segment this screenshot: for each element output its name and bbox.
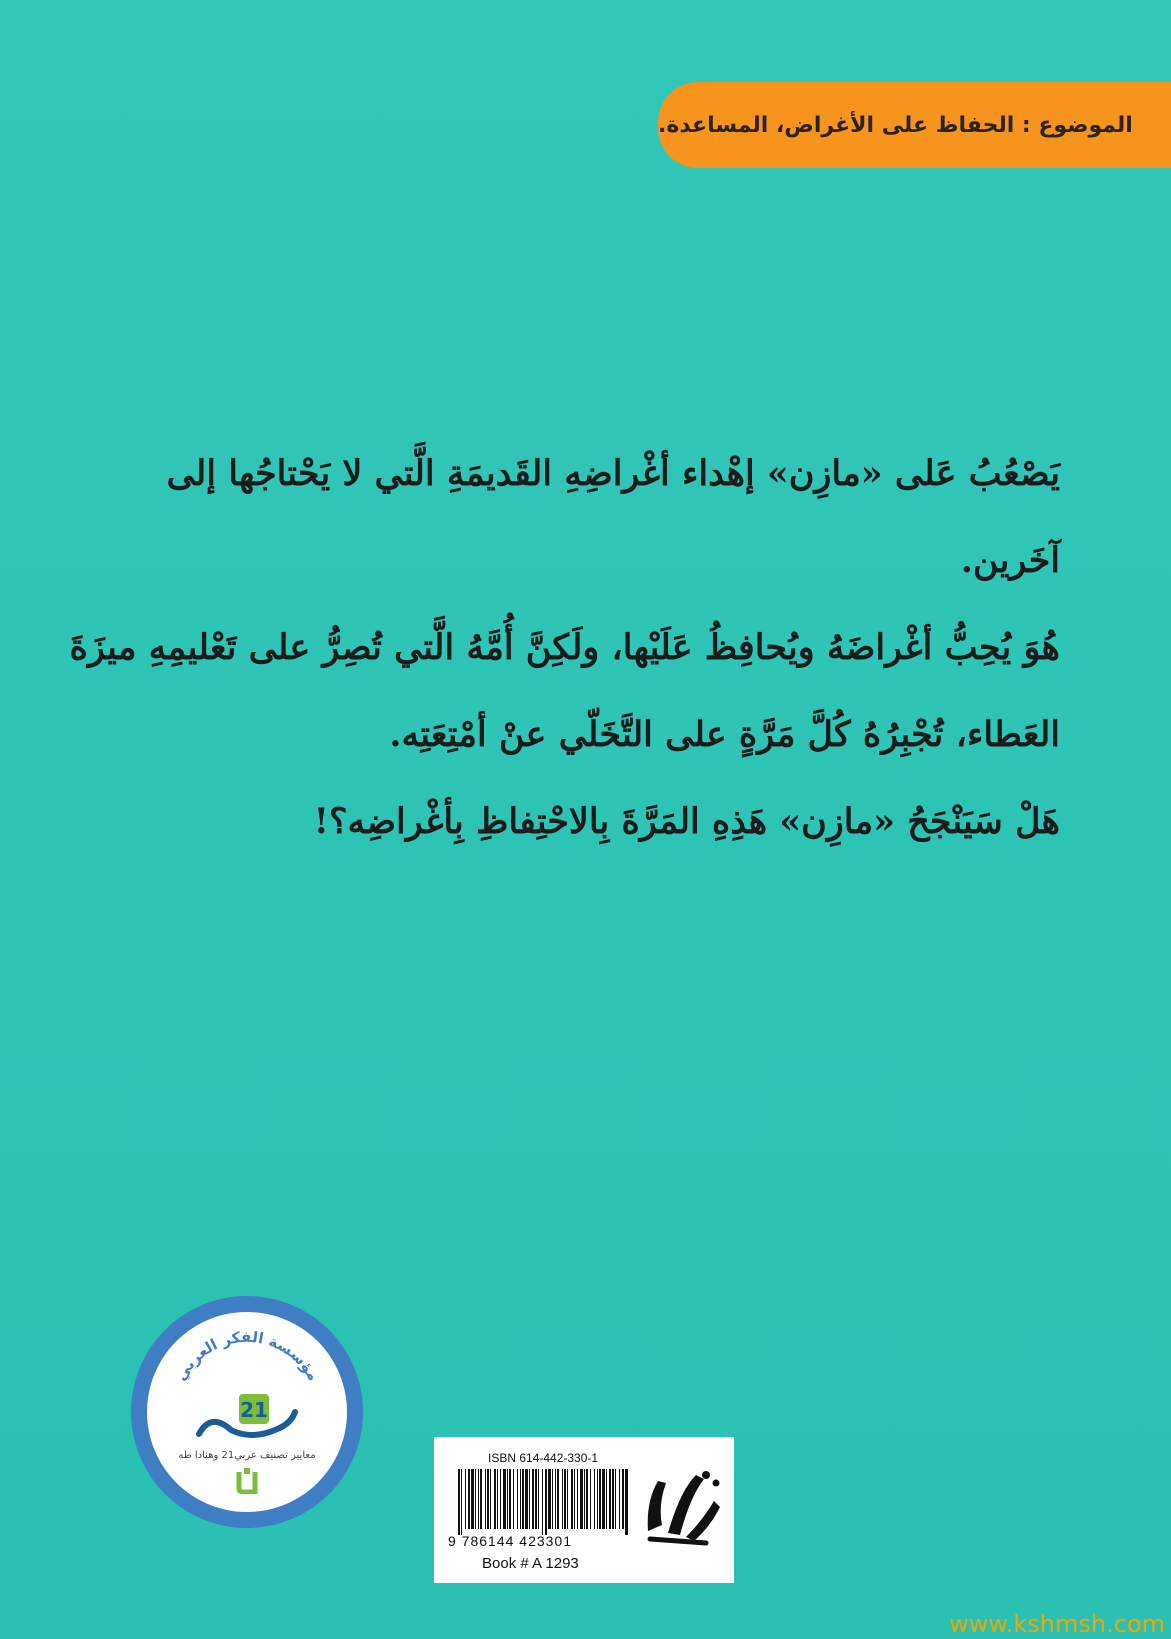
arabi21-logo-icon [191, 1390, 303, 1446]
seal-inner [147, 1312, 347, 1512]
blurb-line: هُوَ يُحِبُّ أغْراضَهُ ويُحافِظُ عَلَيْها، ولَكِنَّ أُمَّهُ الَّتي تُصِرُّ على تَعْليمِهِ ميزَةَ [69, 627, 1060, 668]
letter-k-icon [235, 1466, 259, 1494]
arabi21-seal [131, 1296, 363, 1528]
svg-text:21: 21 [240, 1398, 268, 1422]
book-number: Book # A 1293 [482, 1555, 579, 1572]
topic-banner [658, 82, 1171, 168]
svg-text:مؤسسة الفكر العربي [172, 1328, 323, 1384]
barcode-digits: 9 786144 423301 [448, 1533, 572, 1549]
seal-ring-label: مؤسسة الفكر العربي [171, 1327, 323, 1384]
barcode-label [434, 1437, 734, 1583]
blurb [60, 430, 1060, 865]
blurb-line: يَصْعُبُ عَلى «مازِن» إهْداء أغْراضِهِ القَديمَةِ الَّتي لا يَحْتاجُها إلى آخَرين. [166, 453, 1060, 581]
blurb-line: العَطاء، تُجْبِرُهُ كُلَّ مَرَّةٍ على التَّخَلّي عنْ أمْتِعَتِه. [389, 714, 1060, 755]
watermark: www.kshmsh.com [949, 1610, 1165, 1638]
topic-label: الموضوع : الحفاظ على الأغراض، المساعدة. [658, 112, 1133, 138]
isbn-text: ISBN 614-442-330-1 [488, 1451, 599, 1465]
barcode-icon [456, 1469, 632, 1535]
blurb-line: هَلْ سَيَنْجَحُ «مازِن» هَذِهِ المَرَّةَ بِالاحْتِفاظِ بِأغْراضِه؟! [313, 801, 1060, 842]
publisher-logo-icon [636, 1461, 726, 1551]
seal-subtitle: معايير تصنيف عربي21 وهنادا طه [178, 1450, 316, 1461]
